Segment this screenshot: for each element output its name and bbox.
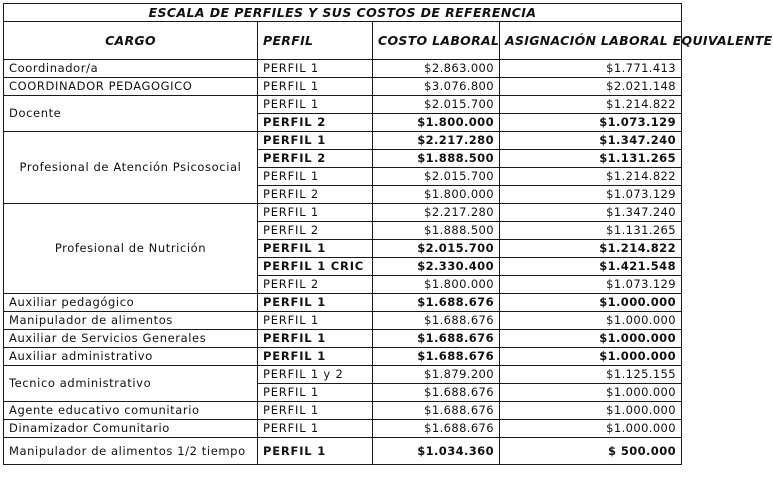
perfil-cell: PERFIL 1 [258, 96, 373, 114]
cargo-cell: Tecnico administrativo [4, 366, 258, 402]
perfil-cell: PERFIL 1 y 2 [258, 366, 373, 384]
cargo-cell: Profesional de Nutrición [4, 204, 258, 294]
costo-laboral-cell: $2.015.700 [373, 96, 500, 114]
perfil-cell: PERFIL 1 [258, 294, 373, 312]
costo-laboral-cell: $1.688.676 [373, 402, 500, 420]
asignacion-laboral-cell: $1.000.000 [500, 294, 682, 312]
perfil-cell: PERFIL 2 [258, 186, 373, 204]
asignacion-laboral-cell: $1.771.413 [500, 60, 682, 78]
perfil-cell: PERFIL 1 [258, 60, 373, 78]
costo-laboral-cell: $2.217.280 [373, 132, 500, 150]
perfil-cell: PERFIL 1 [258, 384, 373, 402]
asignacion-laboral-cell: $2.021.148 [500, 78, 682, 96]
cargo-cell: Coordinador/a [4, 60, 258, 78]
perfil-cell: PERFIL 1 [258, 132, 373, 150]
header-perfil: PERFIL [258, 22, 373, 60]
perfil-cell: PERFIL 1 [258, 312, 373, 330]
asignacion-laboral-cell: $1.214.822 [500, 240, 682, 258]
costo-laboral-cell: $1.879.200 [373, 366, 500, 384]
asignacion-laboral-cell: $1.073.129 [500, 114, 682, 132]
asignacion-laboral-cell: $1.125.155 [500, 366, 682, 384]
asignacion-laboral-cell: $1.000.000 [500, 348, 682, 366]
perfil-cell: PERFIL 1 [258, 438, 373, 465]
perfil-cell: PERFIL 1 [258, 204, 373, 222]
perfil-cell: PERFIL 1 [258, 240, 373, 258]
asignacion-laboral-cell: $1.347.240 [500, 204, 682, 222]
perfil-cell: PERFIL 1 [258, 168, 373, 186]
cargo-cell: Docente [4, 96, 258, 132]
asignacion-laboral-cell: $1.000.000 [500, 402, 682, 420]
cargo-cell: Auxiliar de Servicios Generales [4, 330, 258, 348]
asignacion-laboral-cell: $1.073.129 [500, 276, 682, 294]
costo-laboral-cell: $2.330.400 [373, 258, 500, 276]
costo-laboral-cell: $1.888.500 [373, 150, 500, 168]
table-row [4, 402, 682, 420]
profiles-cost-table [3, 3, 773, 465]
cargo-cell: COORDINADOR PEDAGOGICO [4, 78, 258, 96]
table-row [4, 204, 682, 222]
table-body [4, 60, 682, 465]
perfil-cell: PERFIL 1 [258, 348, 373, 366]
cargo-cell: Auxiliar administrativo [4, 348, 258, 366]
cargo-cell: Dinamizador Comunitario [4, 420, 258, 438]
header-cargo: CARGO [4, 22, 258, 60]
cargo-cell: Manipulador de alimentos [4, 312, 258, 330]
costo-laboral-cell: $1.034.360 [373, 438, 500, 465]
perfil-cell: PERFIL 2 [258, 114, 373, 132]
table-row [4, 366, 682, 384]
table-row [4, 78, 682, 96]
perfil-cell: PERFIL 2 [258, 276, 373, 294]
asignacion-laboral-cell: $1.131.265 [500, 150, 682, 168]
costo-laboral-cell: $1.688.676 [373, 420, 500, 438]
asignacion-laboral-cell: $1.073.129 [500, 186, 682, 204]
costo-laboral-cell: $2.863.000 [373, 60, 500, 78]
costo-laboral-cell: $2.015.700 [373, 240, 500, 258]
cargo-cell: Agente educativo comunitario [4, 402, 258, 420]
costo-laboral-cell: $1.800.000 [373, 114, 500, 132]
asignacion-laboral-cell: $1.000.000 [500, 330, 682, 348]
table-row [4, 348, 682, 366]
costo-laboral-cell: $1.888.500 [373, 222, 500, 240]
perfil-cell: PERFIL 1 [258, 402, 373, 420]
table-row [4, 438, 682, 465]
table-row [4, 96, 682, 114]
costo-laboral-cell: $2.217.280 [373, 204, 500, 222]
table-row [4, 294, 682, 312]
table-row [4, 132, 682, 150]
costo-laboral-cell: $3.076.800 [373, 78, 500, 96]
cargo-cell: Manipulador de alimentos 1/2 tiempo [4, 438, 258, 465]
perfil-cell: PERFIL 1 [258, 330, 373, 348]
perfil-cell: PERFIL 1 [258, 420, 373, 438]
cargo-cell: Auxiliar pedagógico [4, 294, 258, 312]
asignacion-laboral-cell: $1.421.548 [500, 258, 682, 276]
asignacion-laboral-cell: $1.000.000 [500, 312, 682, 330]
header-asignacion-laboral: ASIGNACIÓN LABORAL EQUIVALENTE [500, 22, 682, 60]
perfil-cell: PERFIL 1 [258, 78, 373, 96]
table-row [4, 330, 682, 348]
asignacion-laboral-cell: $ 500.000 [500, 438, 682, 465]
costo-laboral-cell: $1.800.000 [373, 186, 500, 204]
asignacion-laboral-cell: $1.000.000 [500, 420, 682, 438]
perfil-cell: PERFIL 2 [258, 150, 373, 168]
asignacion-laboral-cell: $1.214.822 [500, 168, 682, 186]
asignacion-laboral-cell: $1.131.265 [500, 222, 682, 240]
perfil-cell: PERFIL 1 CRIC [258, 258, 373, 276]
table-title: ESCALA DE PERFILES Y SUS COSTOS DE REFERENCIA [4, 4, 682, 22]
table-row [4, 420, 682, 438]
costo-laboral-cell: $1.688.676 [373, 348, 500, 366]
costo-laboral-cell: $1.800.000 [373, 276, 500, 294]
costo-laboral-cell: $1.688.676 [373, 294, 500, 312]
table-row [4, 312, 682, 330]
costo-laboral-cell: $1.688.676 [373, 330, 500, 348]
asignacion-laboral-cell: $1.347.240 [500, 132, 682, 150]
costo-laboral-cell: $2.015.700 [373, 168, 500, 186]
asignacion-laboral-cell: $1.000.000 [500, 384, 682, 402]
costo-laboral-cell: $1.688.676 [373, 384, 500, 402]
table-row [4, 60, 682, 78]
asignacion-laboral-cell: $1.214.822 [500, 96, 682, 114]
header-costo-laboral: COSTO LABORAL [373, 22, 500, 60]
cargo-cell: Profesional de Atención Psicosocial [4, 132, 258, 204]
costo-laboral-cell: $1.688.676 [373, 312, 500, 330]
perfil-cell: PERFIL 2 [258, 222, 373, 240]
